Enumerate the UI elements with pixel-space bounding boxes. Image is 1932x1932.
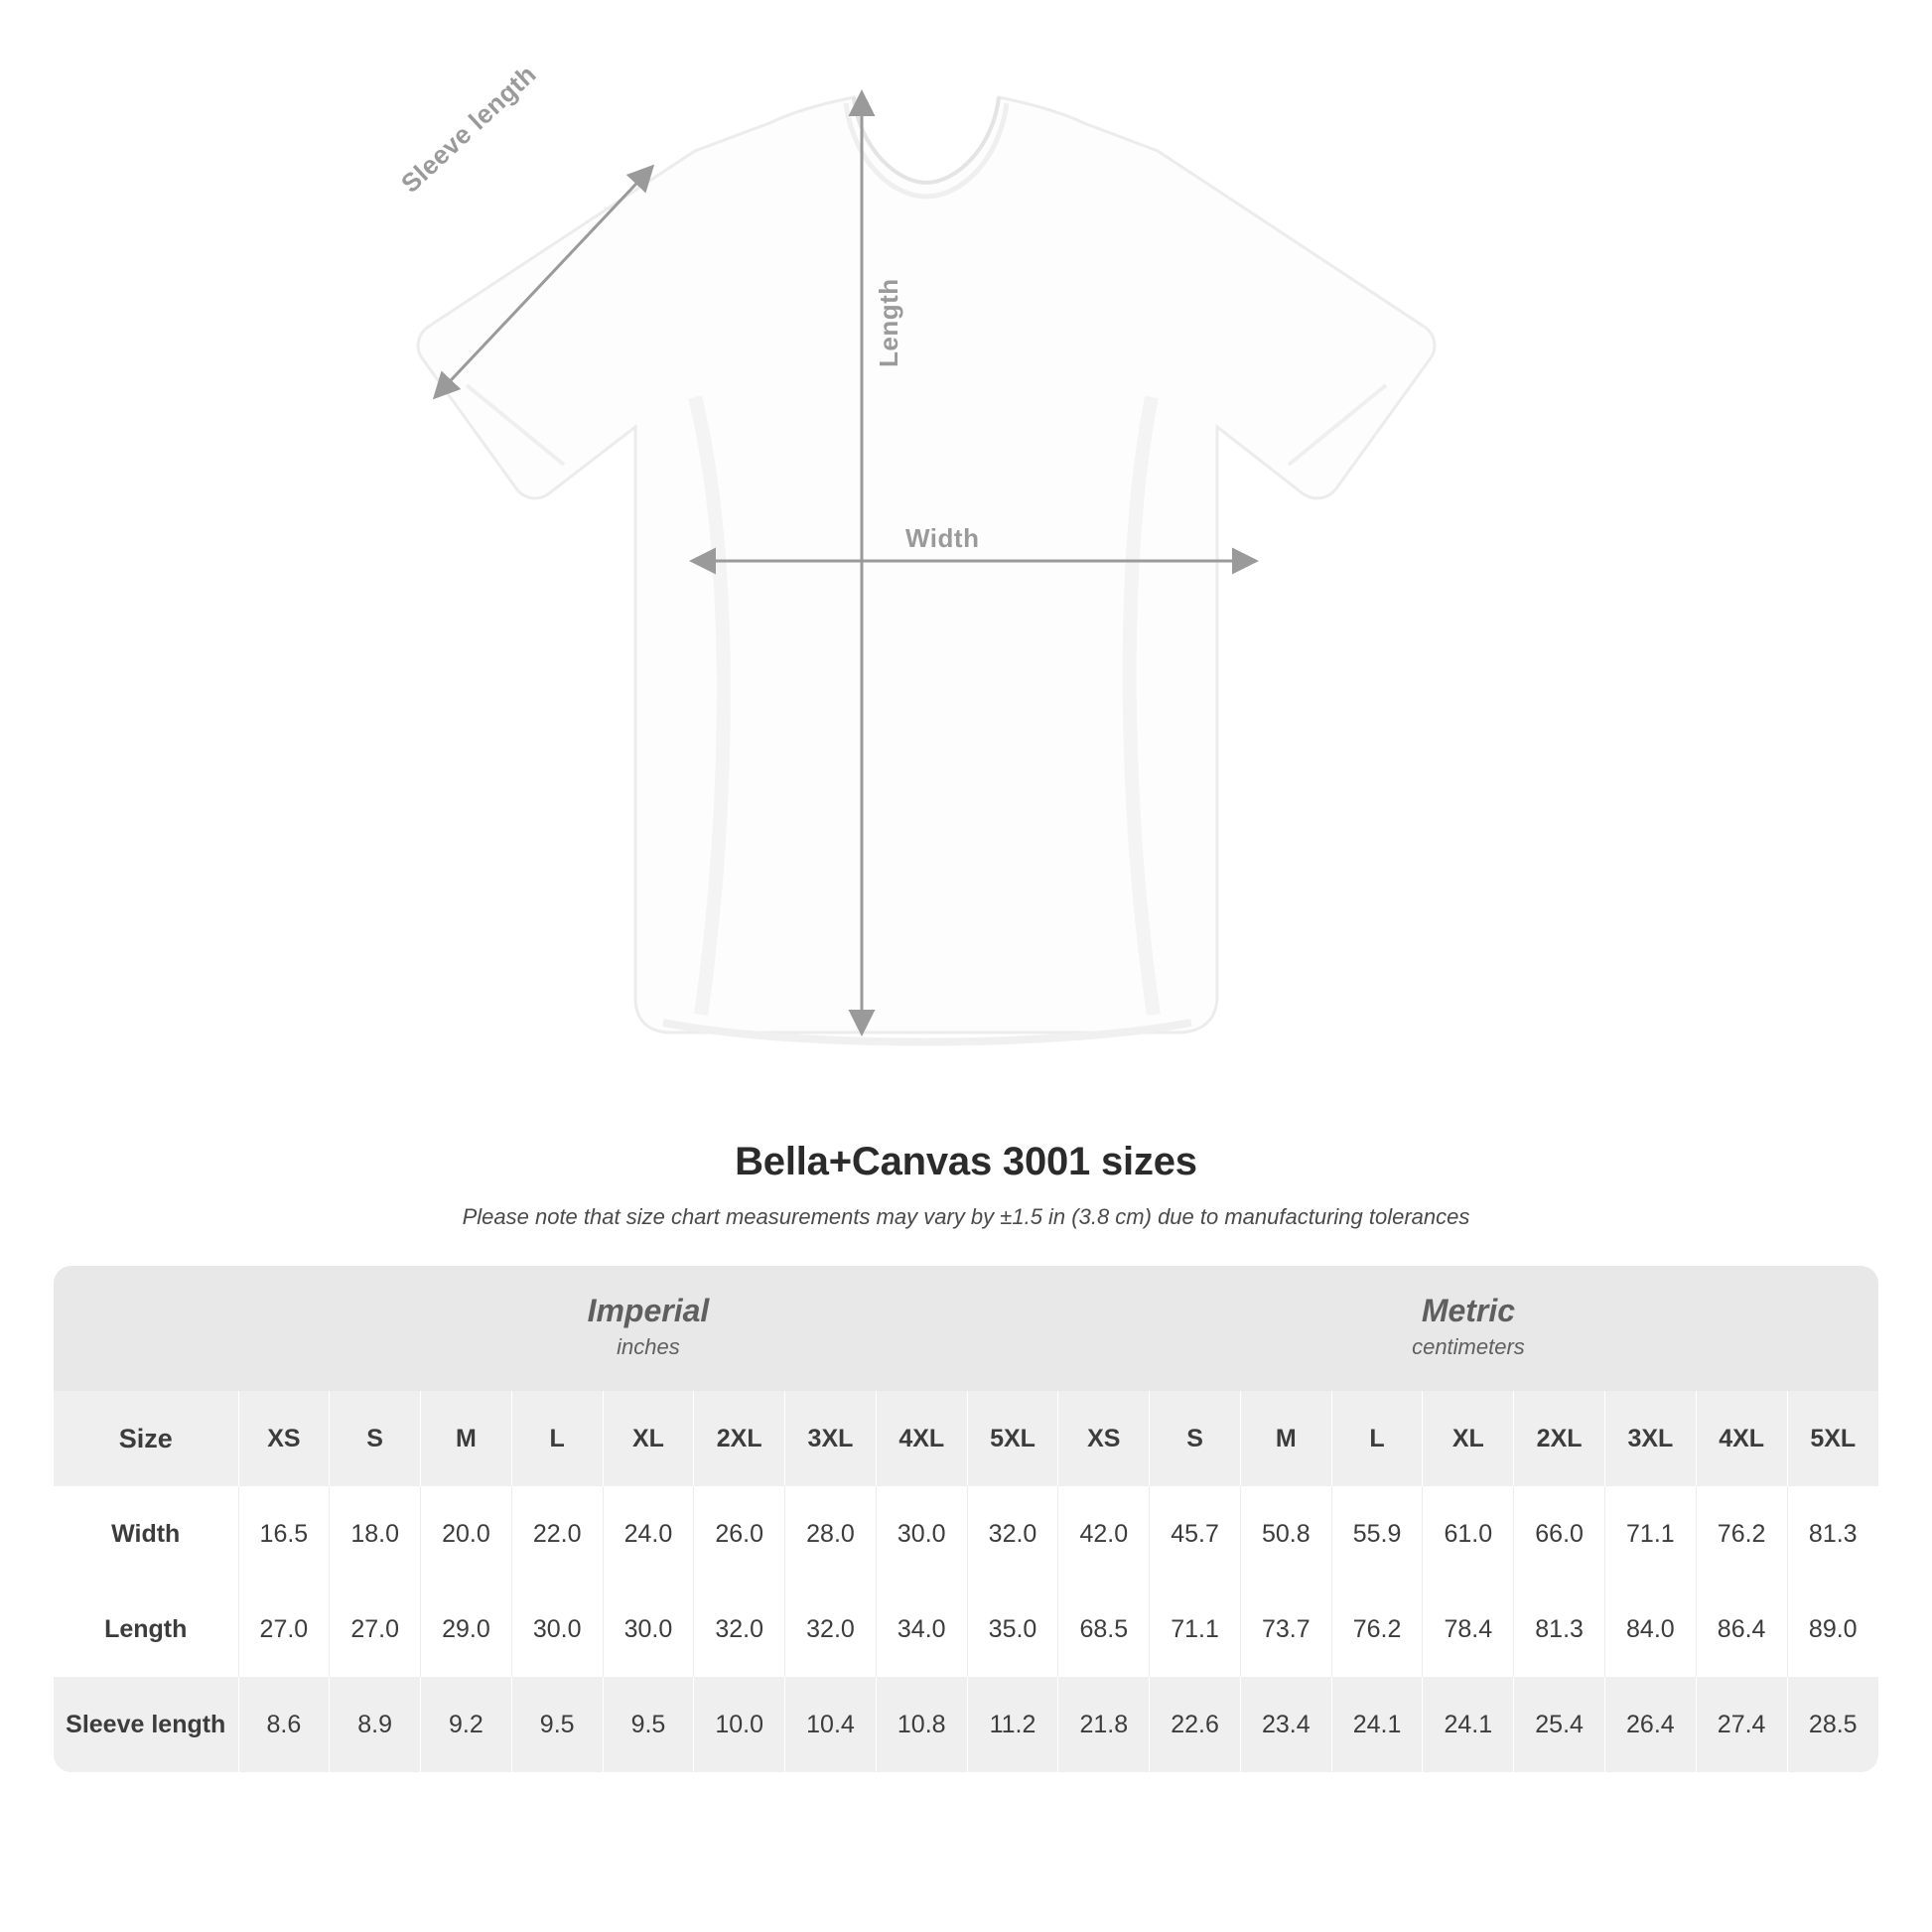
size-col-imperial-l: L: [511, 1391, 603, 1486]
row-label-sleeve-length: Sleeve length: [54, 1677, 238, 1772]
length-imperial-2xl: 32.0: [694, 1582, 785, 1677]
page-title: Bella+Canvas 3001 sizes: [735, 1140, 1197, 1183]
sleeve-imperial-5xl: 11.2: [967, 1677, 1058, 1772]
width-metric-l: 55.9: [1331, 1486, 1423, 1582]
width-imperial-4xl: 30.0: [876, 1486, 967, 1582]
width-imperial-xl: 24.0: [603, 1486, 694, 1582]
size-col-metric-3xl: 3XL: [1604, 1391, 1696, 1486]
length-metric-l: 76.2: [1331, 1582, 1423, 1677]
width-metric-2xl: 66.0: [1514, 1486, 1605, 1582]
width-label: Width: [905, 523, 980, 553]
title-block: [0, 1140, 1932, 1230]
size-col-metric-2xl: 2XL: [1514, 1391, 1605, 1486]
sleeve-imperial-2xl: 10.0: [694, 1677, 785, 1772]
sleeve-imperial-3xl: 10.4: [785, 1677, 877, 1772]
length-metric-s: 71.1: [1150, 1582, 1241, 1677]
size-col-metric-xl: XL: [1423, 1391, 1514, 1486]
unit-group-imperial-sub: inches: [617, 1333, 680, 1359]
unit-header-row: [54, 1266, 1878, 1391]
width-metric-3xl: 71.1: [1604, 1486, 1696, 1582]
width-metric-5xl: 81.3: [1787, 1486, 1878, 1582]
sleeve-imperial-4xl: 10.8: [876, 1677, 967, 1772]
size-col-imperial-s: S: [330, 1391, 421, 1486]
sleeve-length-label: Sleeve length: [395, 59, 542, 199]
size-table-container: [54, 1266, 1878, 1772]
length-imperial-s: 27.0: [330, 1582, 421, 1677]
length-metric-5xl: 89.0: [1787, 1582, 1878, 1677]
sleeve-metric-xl: 24.1: [1423, 1677, 1514, 1772]
row-label-length: Length: [54, 1582, 238, 1677]
length-imperial-4xl: 34.0: [876, 1582, 967, 1677]
sleeve-metric-3xl: 26.4: [1604, 1677, 1696, 1772]
size-col-imperial-xs: XS: [238, 1391, 330, 1486]
length-metric-3xl: 84.0: [1604, 1582, 1696, 1677]
width-metric-4xl: 76.2: [1696, 1486, 1787, 1582]
width-imperial-2xl: 26.0: [694, 1486, 785, 1582]
sleeve-metric-2xl: 25.4: [1514, 1677, 1605, 1772]
length-imperial-3xl: 32.0: [785, 1582, 877, 1677]
length-imperial-5xl: 35.0: [967, 1582, 1058, 1677]
sleeve-imperial-xl: 9.5: [603, 1677, 694, 1772]
width-metric-m: 50.8: [1240, 1486, 1331, 1582]
size-header-label: Size: [54, 1391, 238, 1486]
width-imperial-3xl: 28.0: [785, 1486, 877, 1582]
width-imperial-s: 18.0: [330, 1486, 421, 1582]
size-col-metric-5xl: 5XL: [1787, 1391, 1878, 1486]
length-metric-xs: 68.5: [1058, 1582, 1150, 1677]
size-col-imperial-m: M: [421, 1391, 512, 1486]
sleeve-metric-l: 24.1: [1331, 1677, 1423, 1772]
sleeve-metric-4xl: 27.4: [1696, 1677, 1787, 1772]
length-metric-2xl: 81.3: [1514, 1582, 1605, 1677]
length-imperial-l: 30.0: [511, 1582, 603, 1677]
width-metric-xs: 42.0: [1058, 1486, 1150, 1582]
size-col-metric-m: M: [1240, 1391, 1331, 1486]
unit-header-spacer: [54, 1266, 238, 1391]
sleeve-imperial-s: 8.9: [330, 1677, 421, 1772]
shirt-shape: [418, 97, 1435, 1042]
row-label-width: Width: [54, 1486, 238, 1582]
length-metric-m: 73.7: [1240, 1582, 1331, 1677]
width-imperial-xs: 16.5: [238, 1486, 330, 1582]
width-imperial-m: 20.0: [421, 1486, 512, 1582]
size-table: [54, 1266, 1878, 1772]
tolerance-note: Please note that size chart measurements may vary by ±1.5 in (3.8 cm) due to manufacturing tolerances: [462, 1204, 1470, 1229]
size-col-imperial-4xl: 4XL: [876, 1391, 967, 1486]
sleeve-metric-5xl: 28.5: [1787, 1677, 1878, 1772]
unit-group-metric-name: Metric: [1421, 1293, 1516, 1328]
size-col-metric-s: S: [1150, 1391, 1241, 1486]
width-imperial-l: 22.0: [511, 1486, 603, 1582]
length-label: Length: [874, 278, 903, 367]
sleeve-metric-s: 22.6: [1150, 1677, 1241, 1772]
size-col-imperial-xl: XL: [603, 1391, 694, 1486]
width-metric-s: 45.7: [1150, 1486, 1241, 1582]
size-col-imperial-5xl: 5XL: [967, 1391, 1058, 1486]
length-metric-xl: 78.4: [1423, 1582, 1514, 1677]
table-row-length: [54, 1582, 1878, 1677]
size-header-row: [54, 1391, 1878, 1486]
length-imperial-xs: 27.0: [238, 1582, 330, 1677]
table-row-width: [54, 1486, 1878, 1582]
length-metric-4xl: 86.4: [1696, 1582, 1787, 1677]
sleeve-metric-xs: 21.8: [1058, 1677, 1150, 1772]
unit-group-imperial: [238, 1266, 1058, 1391]
sleeve-imperial-xs: 8.6: [238, 1677, 330, 1772]
table-row-sleeve-length: [54, 1677, 1878, 1772]
unit-group-metric: [1058, 1266, 1878, 1391]
length-imperial-xl: 30.0: [603, 1582, 694, 1677]
sleeve-imperial-l: 9.5: [511, 1677, 603, 1772]
size-col-metric-xs: XS: [1058, 1391, 1150, 1486]
length-imperial-m: 29.0: [421, 1582, 512, 1677]
size-col-metric-l: L: [1331, 1391, 1423, 1486]
size-col-imperial-3xl: 3XL: [785, 1391, 877, 1486]
unit-group-metric-sub: centimeters: [1412, 1333, 1525, 1359]
size-col-imperial-2xl: 2XL: [694, 1391, 785, 1486]
width-metric-xl: 61.0: [1423, 1486, 1514, 1582]
unit-group-imperial-name: Imperial: [587, 1293, 710, 1328]
sleeve-imperial-m: 9.2: [421, 1677, 512, 1772]
size-col-metric-4xl: 4XL: [1696, 1391, 1787, 1486]
sleeve-metric-m: 23.4: [1240, 1677, 1331, 1772]
width-imperial-5xl: 32.0: [967, 1486, 1058, 1582]
